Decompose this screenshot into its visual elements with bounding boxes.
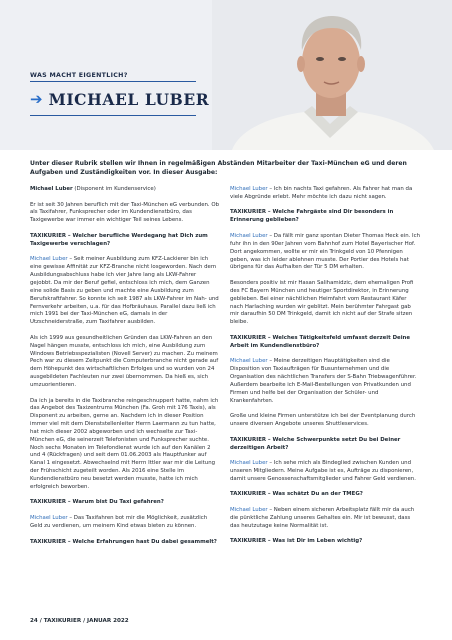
page-footer: 24 / TAXIKURIER / JANUAR 2022 <box>30 618 129 624</box>
interview-question: TAXIKURIER – Warum bist Du Taxi gefahren? <box>30 499 164 506</box>
arrow-right-icon: ➔ <box>30 89 43 108</box>
interview-answer <box>230 460 420 484</box>
interview-question: TAXIKURIER – Welche Fahrgäste sind Dir besonders in Erinnerung geblieben? <box>230 209 394 224</box>
interview-answer <box>230 507 420 531</box>
answer-text: – Neben einem sicheren Arbeitsplatz fällt mir da auch die pünktliche Zahlung unseres Gehaltes ein. Mir ist bewusst, dass das heutzutage keine Normalität ist. <box>230 507 415 529</box>
lead-name: Michael Luber <box>30 186 73 192</box>
interview-answer <box>230 186 420 202</box>
kicker-divider <box>30 81 196 82</box>
interview-question: TAXIKURIER – Welcher berufliche Werdegang hat Dich zum Taxigewerbe verschlagen? <box>30 232 208 247</box>
answer-speaker: Michael Luber <box>230 460 268 467</box>
answer-speaker: Michael Luber <box>30 256 68 263</box>
left-column <box>30 186 220 554</box>
headline-divider <box>30 115 196 116</box>
answer-text: – Ich sehe mich als Bindeglied zwischen Kunden und unseren Mitgliedern. Meine Aufgabe ist es, Aufträge zu disponieren, damit unsere Genossenschaftsmitglieder und Fahrer Geld verdienen. <box>230 460 416 482</box>
paragraph: Besonders positiv ist mir Hasan Salihamidzic, dem ehemaligen Profi des FC Bayern München und heutiger Sportdirektor, in Erinnerung geblieben. Bei einer nächtlichen Heimfahrt vom Restaurant Käfer nach Harlaching wurden wir geblitzt. Mein berühmter Fahrgast gab mir daraufhin 50 DM Trinkgeld, damit ich nicht auf der Strafe sitzen bleibe. <box>230 279 414 326</box>
lead-role: (Disponent im Kundenservice) <box>72 186 156 192</box>
answer-speaker: Michael Luber <box>230 507 268 514</box>
answer-text: – Das Taxifahren bot mir die Möglichkeit, zusätzlich Geld zu verdienen, um meinem Kind etwas bieten zu können. <box>30 515 208 529</box>
article-headline <box>30 88 209 110</box>
answer-text: – Meine derzeitigen Hauptätigkeiten sind die Disposition von Taxiaufträgen für Busunternehmen und die Organisation des nächtlichen Transfers der S-Bahn Triebwagenführer. Außerdem bearbeite ich E-Mail-Bestellungen von Privatkunden und Firmen und helfe bei der Organisation der Schüler- und Krankenfahrten. <box>230 358 417 404</box>
answer-text: – Da fällt mir ganz spontan Dieter Thomas Heck ein. Ich fuhr ihn in den 90er Jahren vom Bahnhof zum Hotel Bayerischer Hof. Dort angekommen, wollte er mir ein Trinkgeld von 10 Pfennigen geben, was ich leider ablehnen musste. Der Portier des Hotels hat übrigens für das Aufhalten der Tür 5 DM erhalten. <box>230 232 421 271</box>
section-kicker: WAS MACHT EIGENTLICH? <box>30 72 128 79</box>
answer-text: – Ich bin nachts Taxi gefahren. Als Fahrer hat man da viele Abgründe erlebt. Mehr möchte ich dazu nicht sagen. <box>230 186 413 200</box>
interview-answer <box>230 358 420 405</box>
interview-answer <box>30 515 220 531</box>
answer-speaker: Michael Luber <box>230 232 268 239</box>
interview-question: TAXIKURIER – Welche Schwerpunkte setzt Du bei Deiner derzeitigen Arbeit? <box>230 436 401 451</box>
interview-answer <box>230 233 420 272</box>
right-column <box>230 186 420 554</box>
interview-question: TAXIKURIER – Welches Tätigkeitsfeld umfasst derzeit Deine Arbeit im Kundendienstbüro? <box>230 334 411 349</box>
interview-question: TAXIKURIER – Welche Erfahrungen hast Du dabei gesammelt? <box>30 538 217 545</box>
interview-answer <box>30 256 220 327</box>
interview-question: TAXIKURIER – Was schätzt Du an der TMEG? <box>230 491 363 498</box>
intro-text: Unter dieser Rubrik stellen wir Ihnen in regelmäßigen Abständen Mitarbeiter der Taxi-München eG und deren Aufgaben und Zuständigkeiten vor. In dieser Ausgabe: <box>30 160 407 176</box>
headline-title: MICHAEL LUBER <box>48 89 210 109</box>
answer-speaker: Michael Luber <box>230 186 268 192</box>
portrait-photo <box>212 0 452 150</box>
paragraph: Als ich 1999 aus gesundheitlichen Gründen das LKW-Fahren an den Nagel hängen musste, entschloss ich mich, eine Ausbildung zum Windows Betriebsspezialisten (Novell Server) zu machen. Zu meinem Pech war zu diesem Zeitpunkt die Computerbranche nicht gerade auf dem Höhepunkt des wirtschaftlichen Erfolges und so wurden von 24 ausgebildeten Fachleuten nur zwei übernommen. Da hieß es, sich umzuorientieren. <box>30 334 219 388</box>
paragraph: Große und kleine Firmen unterstütze ich bei der Eventplanung durch unsere diversen Angebote unseres Shuttleservices. <box>230 413 416 428</box>
paragraph: Da ich ja bereits in die Taxibranche reingeschnuppert hatte, nahm ich das Angebot des Taxizentrums München (Fa. Groh mit 176 Taxis), als Disponent zu arbeiten, gerne an. Nachdem ich in dieser Position immer viel mit dem Dienststellenleiter Herrn Laermann zu tun hatte, hat mich dieser 2002 abgeworben und ich wechselte zur Taxi-München eG, die seinerzeit Telefonisten und Funksprecher suchte. Noch sechs Monaten im Telefondienst wurde ich auf den Kanälen 2 und 4 (Rückfragen) und seit dem 01.06.2003 als Hauptfunker auf Kanal 1 eingesetzt. Abwechselnd mit Herrn Ittler war mir die Leitung der Frühschicht zugeteilt worden. Als 2016 eine Stelle im Kundendienstbüro neu besetzt werden musste, hatte ich mich erfolgreich beworben. <box>30 397 219 490</box>
answer-speaker: Michael Luber <box>30 515 68 522</box>
answer-speaker: Michael Luber <box>230 358 268 365</box>
paragraph: Er ist seit 30 Jahren beruflich mit der Taxi-München eG verbunden. Ob als Taxifahrer, Funksprecher oder im Kundendienstbüro, das Taxigewerbe war immer ein wichtiger Teil seines Lebens. <box>30 201 220 224</box>
answer-text: – Seit meiner Ausbildung zum KFZ-Lackierer bin ich eine gewisse Affinität zur KFZ-Branche nicht losgeworden. Nach dem Ausbildungsabschluss habe ich vier Jahre lang als LKW-Fahrer gejobbt. Da mir der Beruf gefiel, entschloss ich mich, dem Ganzen eine solide Basis zu geben und machte eine Ausbildung zum Berufskraftfahrer. So konnte ich seit 1987 als LKW-Fahrer im Nah- und Fernverkehr arbeiten, u.a. für das Hofbräuhaus. Parallel dazu ließ ich mich 1991 bei der Taxi-München eG, damals in der Utzschneiderstraße, zum Taxifahrer ausbilden. <box>30 256 219 326</box>
lead-paragraph <box>30 186 220 194</box>
interview-question: TAXIKURIER – Was ist Dir im Leben wichtig? <box>230 538 363 545</box>
